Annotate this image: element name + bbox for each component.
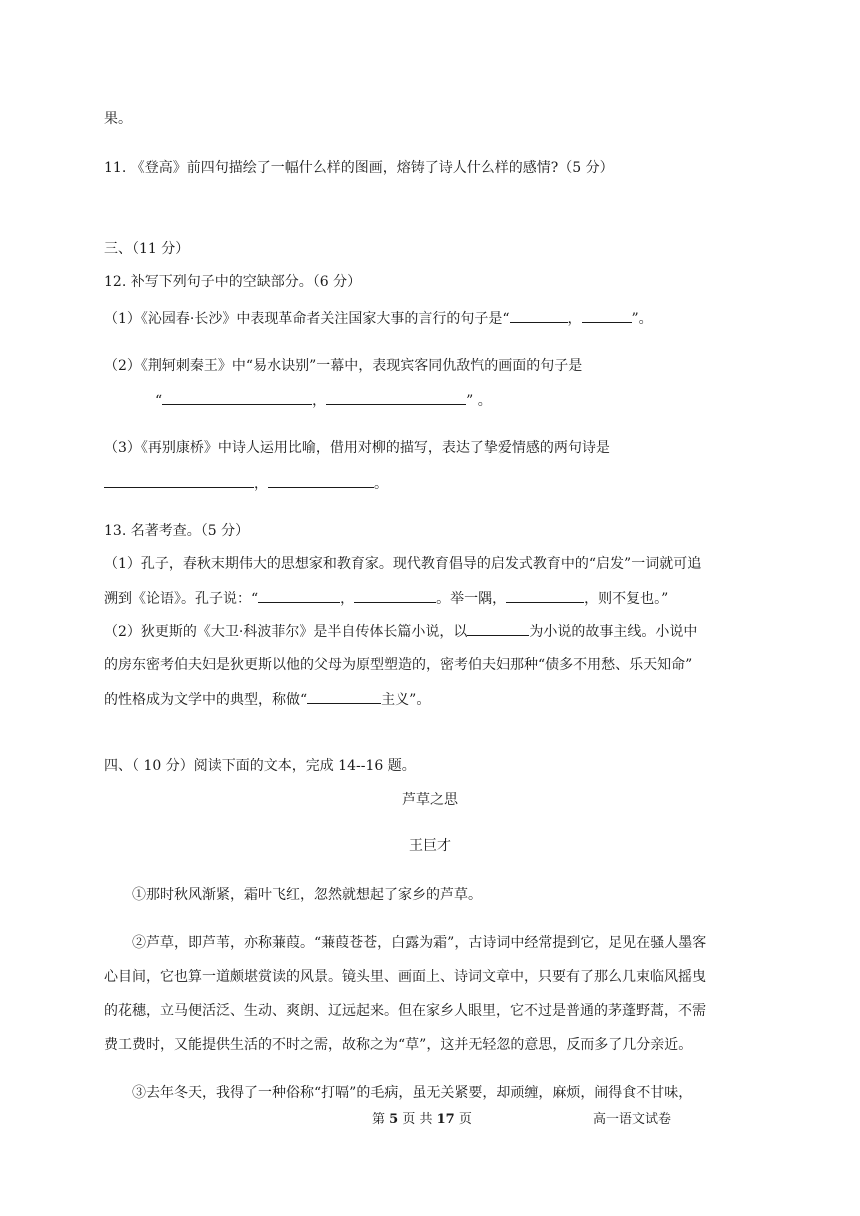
q13-2-tail-end: 主义”。 <box>381 692 431 708</box>
answer-blank <box>104 473 254 488</box>
q12-3-end: 。 <box>374 476 388 492</box>
essay-paragraph-1: ①那时秋风渐紧，霜叶飞红，忽然就想起了家乡的芦草。 <box>132 887 482 903</box>
section-4-heading: 四、（ 10 分）阅读下面的文本，完成 14--16 题。 <box>104 758 416 774</box>
question-12-1 <box>104 308 653 329</box>
q12-1-end: ”。 <box>631 311 653 327</box>
answer-blank <box>506 588 584 603</box>
question-12-3: （3）《再别康桥》中诗人运用比喻，借用对柳的描写，表达了挚爱情感的两句诗是 <box>104 440 610 456</box>
answer-blank <box>268 473 374 488</box>
question-11: 11. 《登高》前四句描绘了一幅什么样的图画，熔铸了诗人什么样的感情?（5 分） <box>104 160 614 176</box>
essay-title: 芦草之思 <box>402 792 458 808</box>
question-12-2-blanks <box>155 390 492 411</box>
essay-paragraph-2-line-1: ②芦草，即芦苇，亦称蒹葭。“蒹葭苍苍，白露为霜”，古诗词中经常提到它，足见在骚人墨客 <box>132 935 707 951</box>
question-13-1-blanks <box>104 588 668 609</box>
answer-blank <box>258 588 340 603</box>
question-13: 13. 名著考查。（5 分） <box>104 523 250 539</box>
q12-2-open: “ <box>155 393 163 409</box>
q13-1-mid: 。举一隅， <box>436 591 507 607</box>
q13-1-comma: ， <box>340 591 355 607</box>
page-suffix: 页 <box>458 1112 472 1127</box>
essay-paragraph-3: ③去年冬天，我得了一种俗称“打嗝”的毛病，虽无关紧要，却顽缠，麻烦，闹得食不甘味， <box>132 1085 693 1101</box>
current-page: 5 <box>389 1112 399 1127</box>
q12-1-text: （1）《沁园春·长沙》中表现革命者关注国家大事的言行的句子是“ <box>104 311 510 327</box>
essay-author: 王巨才 <box>409 838 451 854</box>
essay-paragraph-2-line-2: 心目间，它也算一道颇堪赏读的风景。镜头里、画面上、诗词文章中，只要有了那么几束临风摇曳 <box>104 969 706 985</box>
page-mid: 页 共 <box>402 1112 433 1127</box>
q12-3-comma: ， <box>254 476 268 492</box>
question-13-2-blank-line <box>104 689 430 710</box>
question-10-tail: 果。 <box>104 111 132 127</box>
page-number <box>372 1110 472 1130</box>
q13-1-text: 溯到《论语》。孔子说：“ <box>104 591 259 607</box>
q12-2-comma: ， <box>312 393 327 409</box>
page-prefix: 第 <box>372 1112 386 1127</box>
q12-1-comma: ， <box>567 311 582 327</box>
question-13-2 <box>104 621 697 642</box>
essay-paragraph-2-line-3: 的花穗，立马便活泛、生动、爽朗、辽远起来。但在家乡人眼里，它不过是普通的茅蓬野蒿，不需 <box>104 1003 706 1019</box>
section-3-heading: 三、（11 分） <box>104 241 190 257</box>
answer-blank <box>467 621 529 636</box>
answer-blank <box>326 390 466 405</box>
q13-2-tail-text: 的性格成为文学中的典型，称做“ <box>104 692 308 708</box>
answer-blank <box>510 308 568 323</box>
q13-2-end: 为小说的故事主线。小说中 <box>529 624 698 640</box>
answer-blank <box>354 588 436 603</box>
question-13-2-cont: 的房东密考伯夫妇是狄更斯以他的父母为原型塑造的，密考伯夫妇那种“债多不用愁、乐天知命” <box>104 657 693 673</box>
answer-blank <box>582 308 632 323</box>
q12-2-end: ” 。 <box>466 393 492 409</box>
question-12-2: （2）《荆轲刺秦王》中“易水诀别”一幕中，表现宾客同仇敌忾的画面的句子是 <box>104 358 583 374</box>
question-12: 12. 补写下列句子中的空缺部分。（6 分） <box>104 274 362 290</box>
answer-blank <box>162 390 312 405</box>
q13-2-text: （2）狄更斯的《大卫·科波菲尔》是半自传体长篇小说，以 <box>104 624 468 640</box>
essay-paragraph-2-line-4: 费工费时，又能提供生活的不时之需，故称之为“草”，这并无轻忽的意思，反而多了几分亲近。 <box>104 1037 693 1053</box>
answer-blank <box>307 689 381 704</box>
question-12-3-blanks <box>104 473 388 494</box>
question-13-1: （1）孔子，春秋末期伟大的思想家和教育家。现代教育倡导的启发式教育中的“启发”一词就可追 <box>104 556 702 572</box>
q13-1-end: ，则不复也。” <box>584 591 669 607</box>
total-pages: 17 <box>436 1112 455 1127</box>
document-title: 高一语文试卷 <box>593 1112 672 1127</box>
